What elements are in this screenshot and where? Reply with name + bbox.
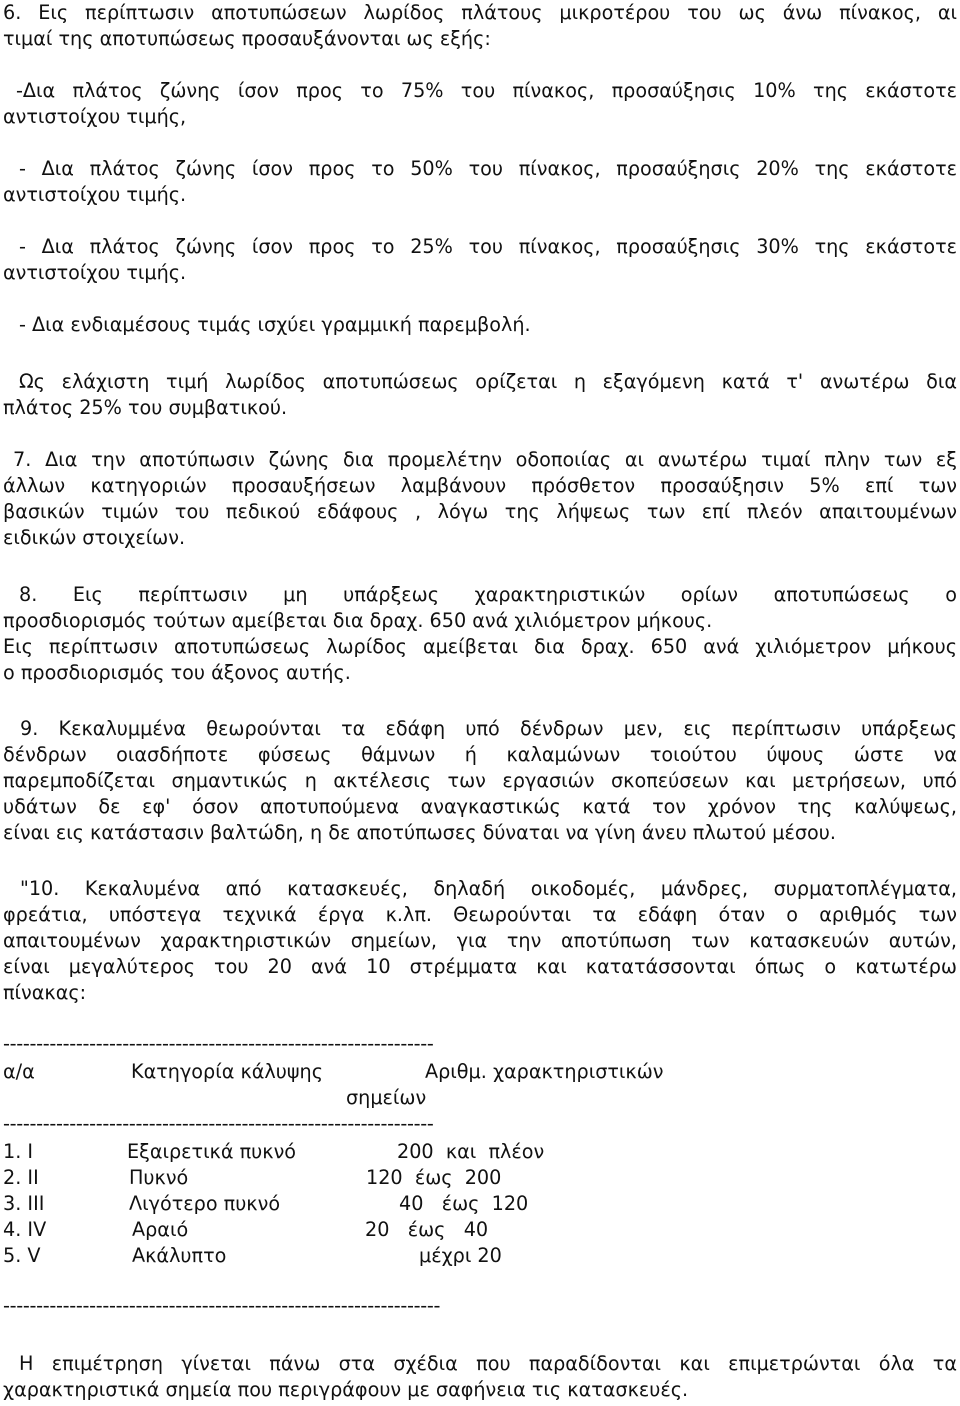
item9-line1: 9. Κεκαλυμμένα θεωρούνται τα εδάφη υπό δένδρων μεν, εις περίπτωσιν υπάρξεως <box>20 717 957 740</box>
closing-line2: χαρακτηριστικά σημεία που περιγράφουν με σαφήνεια τις κατασκευές. <box>3 1378 689 1401</box>
bullet-50-line2: αντιστοίχου τιμής. <box>3 183 187 206</box>
item8-line3: Εις περίπτωσιν αποτυπώσεως λωρίδος αμείβεται δια δραχ. 650 ανά χιλιόμετρον μήκους <box>3 635 957 658</box>
item10-line4: είναι μεγαλύτερος του 20 ανά 10 στρέμματα και κατατάσσονται όπως ο κατωτέρω <box>3 955 957 978</box>
bullet-75-line1: -Δια πλάτος ζώνης ίσον προς το 75% του πίνακος, προσαύξησις 10% της εκάστοτε <box>16 79 957 102</box>
row-category: Ακάλυπτο <box>132 1244 227 1267</box>
item9-line2: δένδρων οιασδήποτε φύσεως θάμνων ή καλαμώνων τοιούτου ύψους ώστε να <box>3 743 957 766</box>
table-row <box>3 1217 957 1243</box>
table-row <box>3 1139 957 1165</box>
bullet-interpolation: - Δια ενδιαμέσους τιμάς ισχύει γραμμική παρεμβολή. <box>19 313 531 336</box>
row-index: 4. IV <box>3 1218 47 1241</box>
item10-line2: φρεάτια, υπόστεγα τεχνικά έργα κ.λπ. Θεωρούνται τα εδάφη όταν ο αριθμός των <box>3 903 957 926</box>
item6-line1: 6. Εις περίπτωσιν αποτυπώσεων λωρίδος πλάτους μικροτέρου του ως άνω πίνακος, αι <box>3 1 957 24</box>
bullet-50-line1: - Δια πλάτος ζώνης ίσον προς το 50% του πίνακος, προσαύξησις 20% της εκάστοτε <box>19 157 957 180</box>
header-col-points: Αριθμ. χαρακτηριστικών <box>425 1060 664 1083</box>
table-row <box>3 1243 957 1269</box>
item8-line1: 8. Εις περίπτωσιν μη υπάρξεως χαρακτηριστικών ορίων αποτυπώσεως ο <box>19 583 957 606</box>
row-index: 1. I <box>3 1140 34 1163</box>
item8-line4: ο προσδιορισμός του άξονος αυτής. <box>3 661 351 684</box>
row-points: 200 και πλέον <box>397 1140 545 1163</box>
row-category: Εξαιρετικά πυκνό <box>127 1140 297 1163</box>
table-rule-bottom: ------------------------------------------------------------------ <box>3 1294 441 1317</box>
item7-line3: βασικών τιμών του πεδικού εδάφους , λόγω της λήψεως των επί πλεόν απαιτουμένων <box>3 500 957 523</box>
minimum-value-line1: Ως ελάχιστη τιμή λωρίδος αποτυπώσεως ορίζεται η εξαγόμενη κατά τ' ανωτέρω δια <box>19 370 957 393</box>
table-header-row-2 <box>3 1085 957 1111</box>
item10-line1: "10. Κεκαλυμένα από κατασκευές, δηλαδή οικοδομές, μάνδρες, συρματοπλέγματα, <box>20 877 957 900</box>
item7-line4: ειδικών στοιχείων. <box>3 526 186 549</box>
row-index: 2. II <box>3 1166 39 1189</box>
item9-line4: υδάτων δε εφ' όσον αποτυπούμενα αναγκαστικώς κατά τον χρόνον της καλύψεως, <box>3 795 957 818</box>
item10-line5: πίνακας: <box>3 981 87 1004</box>
bullet-75-line2: αντιστοίχου τιμής, <box>3 105 187 128</box>
item7-line2: άλλων κατηγοριών προσαυξήσεων λαμβάνουν πρόσθετον προσαύξησιν 5% επί των <box>3 474 957 497</box>
row-points: 40 έως 120 <box>399 1192 529 1215</box>
row-category: Λιγότερο πυκνό <box>129 1192 281 1215</box>
bullet-25-line1: - Δια πλάτος ζώνης ίσον προς το 25% του πίνακος, προσαύξησις 30% της εκάστοτε <box>19 235 957 258</box>
table-rule-mid: ----------------------------------------------------------------- <box>3 1112 434 1135</box>
row-index: 3. III <box>3 1192 45 1215</box>
table-row <box>3 1165 957 1191</box>
row-category: Αραιό <box>132 1218 189 1241</box>
closing-line1: Η επιμέτρηση γίνεται πάνω στα σχέδια που παραδίδονται και επιμετρώνται όλα τα <box>19 1352 957 1375</box>
item10-line3: απαιτουμένων χαρακτηριστικών σημείων, για την αποτύπωση των κατασκευών αυτών, <box>3 929 957 952</box>
bullet-25-line2: αντιστοίχου τιμής. <box>3 261 187 284</box>
table-header-row <box>3 1059 957 1085</box>
item9-line5: είναι εις κατάστασιν βαλτώδη, η δε αποτύπωσες δύναται να γίνη άνευ πλωτού μέσου. <box>3 821 836 844</box>
row-points: 20 έως 40 <box>365 1218 489 1241</box>
table-rule-top: ----------------------------------------------------------------- <box>3 1032 434 1055</box>
row-category: Πυκνό <box>129 1166 189 1189</box>
header-col-index: α/α <box>3 1060 35 1083</box>
table-row <box>3 1191 957 1217</box>
row-points: μέχρι 20 <box>419 1244 502 1267</box>
row-points: 120 έως 200 <box>366 1166 502 1189</box>
header-col-points-cont: σημείων <box>346 1086 427 1109</box>
item6-line2: τιμαί της αποτυπώσεως προσαυξάνονται ως εξής: <box>3 27 491 50</box>
item8-line2: προσδιορισμός τούτων αμείβεται δια δραχ. 650 ανά χιλιόμετρον μήκους. <box>3 609 713 632</box>
item7-line1: 7. Δια την αποτύπωσιν ζώνης δια προμελέτην οδοποιίας αι ανωτέρω τιμαί πλην των εξ <box>13 448 957 471</box>
header-col-category: Κατηγορία κάλυψης <box>131 1060 323 1083</box>
minimum-value-line2: πλάτος 25% του συμβατικού. <box>3 396 288 419</box>
row-index: 5. V <box>3 1244 41 1267</box>
item9-line3: παρεμποδίζεται σημαντικώς η ακτέλεσις των εργασιών σκοπεύσεων και μετρήσεων, υπό <box>3 769 957 792</box>
